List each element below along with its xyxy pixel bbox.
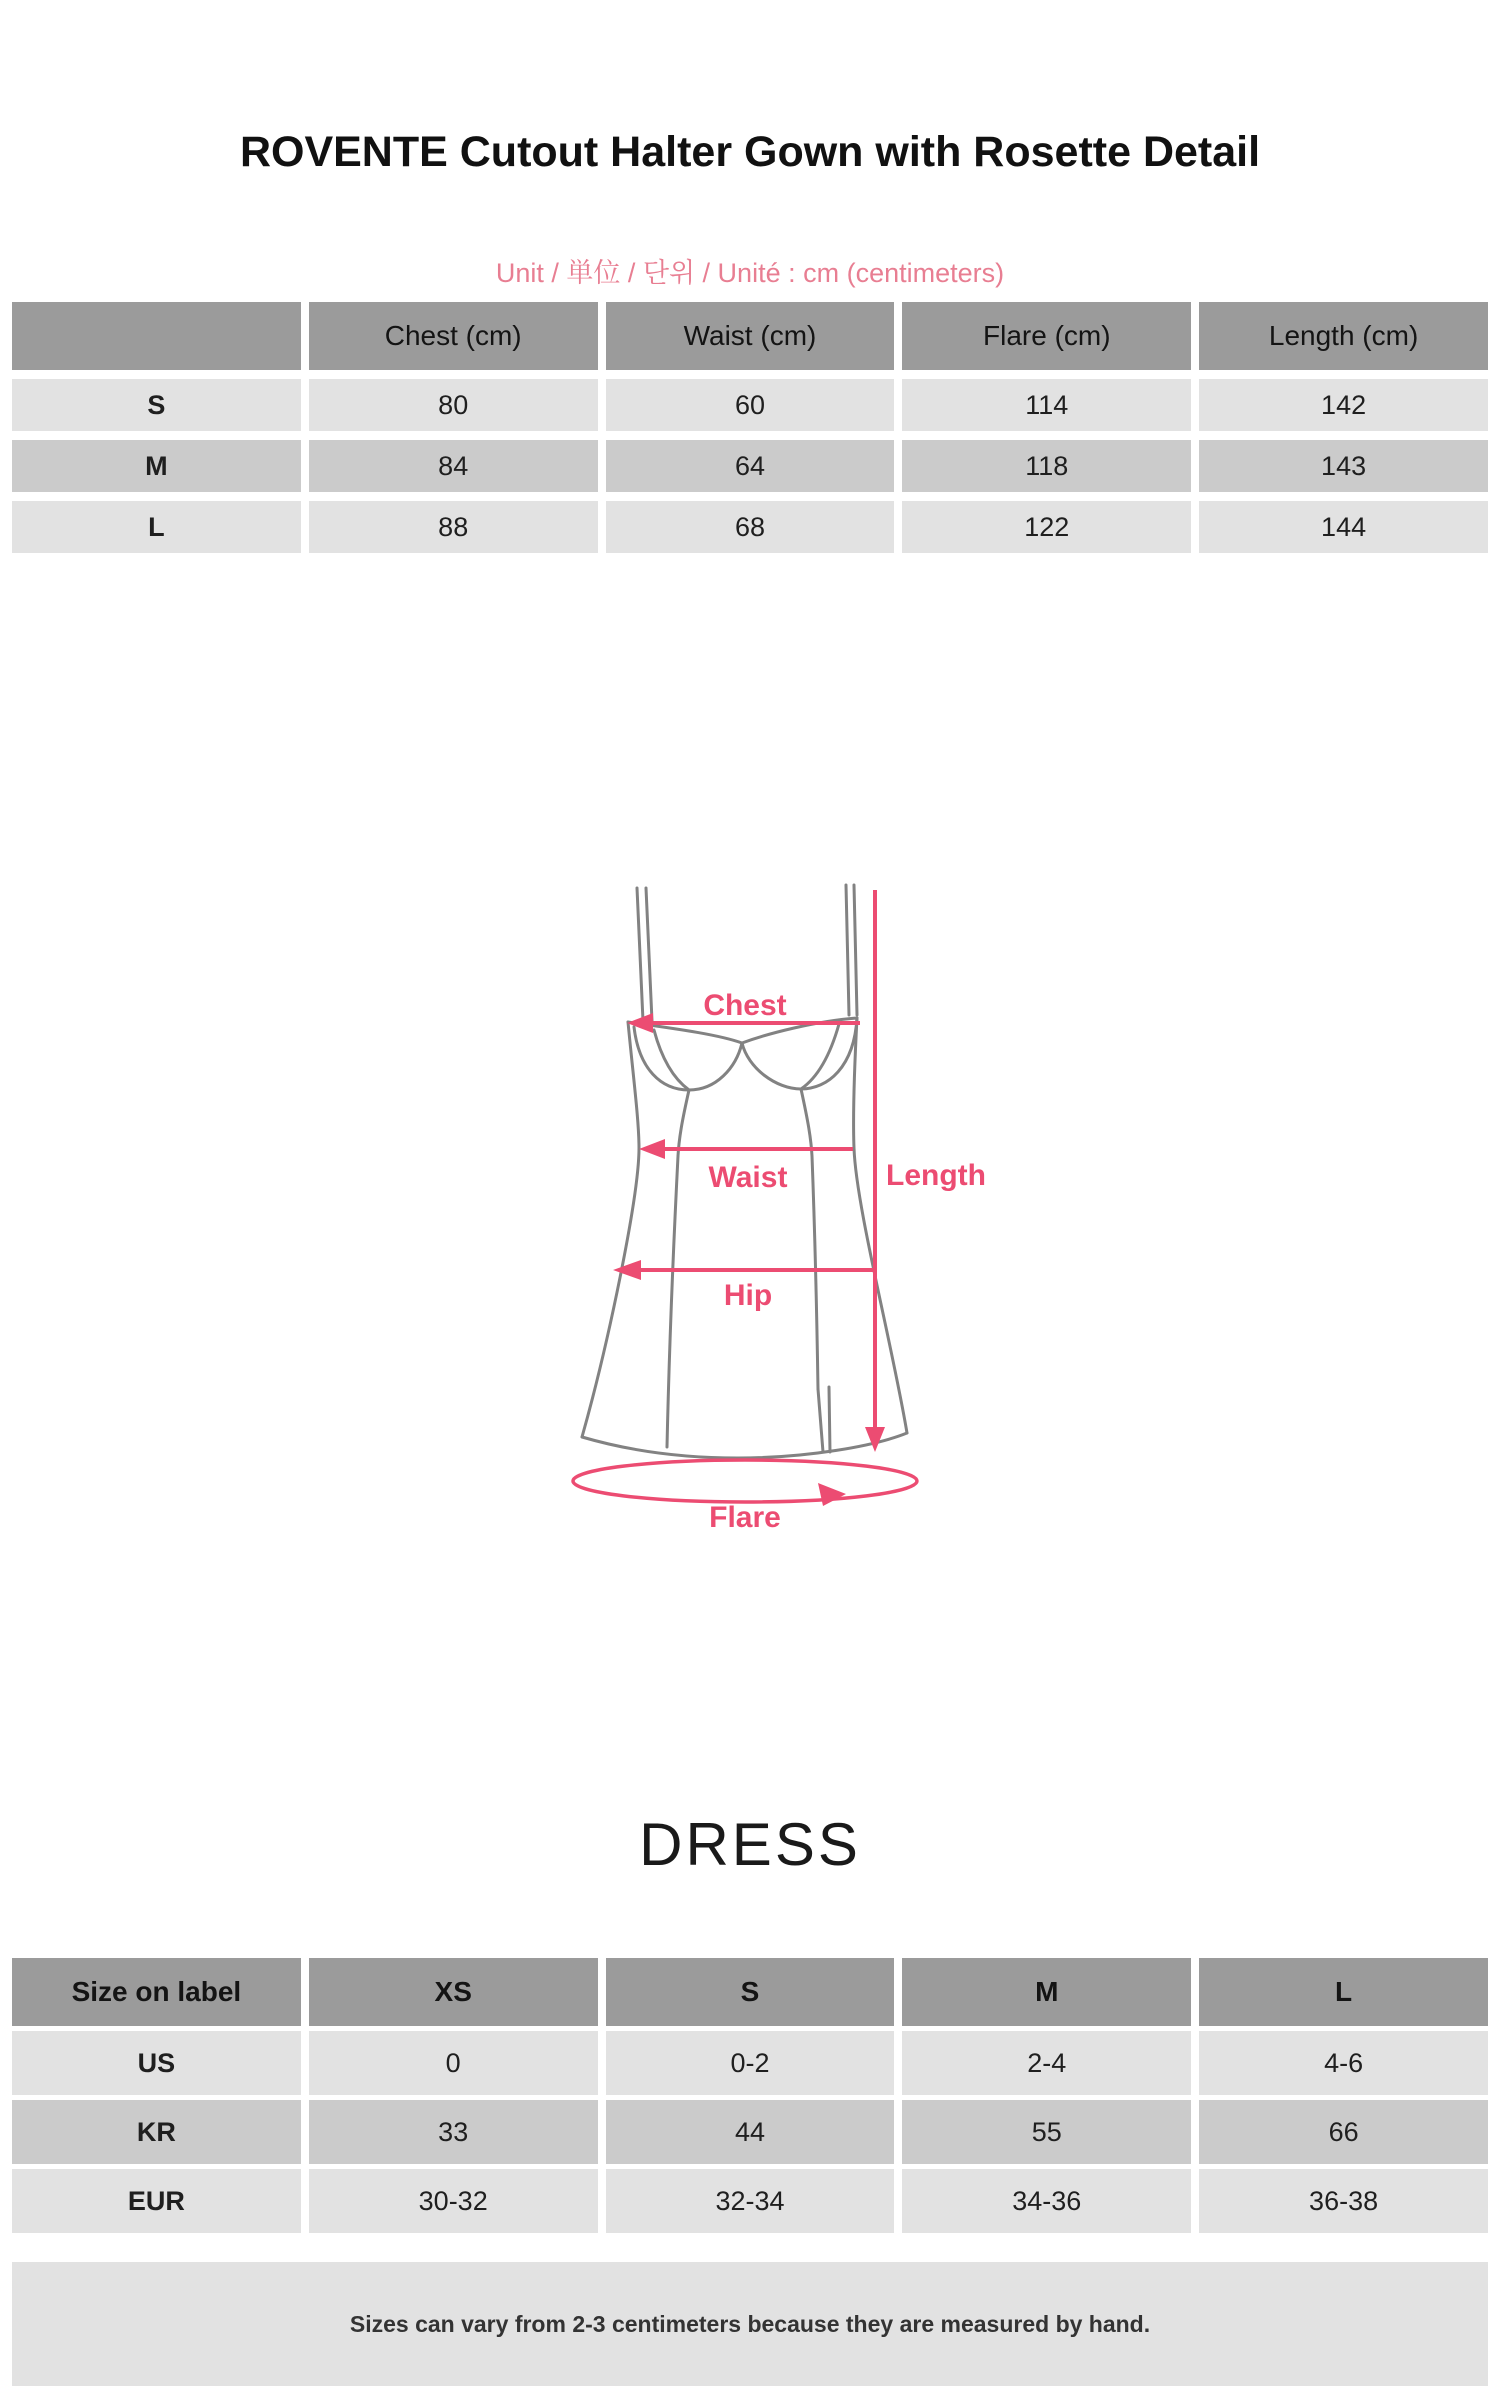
value-cell: 64 bbox=[606, 440, 895, 492]
header-cell: XS bbox=[309, 1958, 598, 2026]
header-cell: Waist (cm) bbox=[606, 302, 895, 370]
value-cell: 122 bbox=[902, 501, 1191, 553]
value-cell: 114 bbox=[902, 379, 1191, 431]
header-cell bbox=[12, 302, 301, 370]
value-cell: 33 bbox=[309, 2100, 598, 2164]
header-cell: Flare (cm) bbox=[902, 302, 1191, 370]
value-cell: 0 bbox=[309, 2031, 598, 2095]
measurement-table bbox=[12, 302, 1488, 553]
length-label: Length bbox=[886, 1159, 986, 1192]
length-measure-arrow bbox=[865, 890, 885, 1452]
value-cell: 0-2 bbox=[606, 2031, 895, 2095]
value-cell: 32-34 bbox=[606, 2169, 895, 2233]
value-cell: 144 bbox=[1199, 501, 1488, 553]
header-cell: L bbox=[1199, 1958, 1488, 2026]
value-cell: 60 bbox=[606, 379, 895, 431]
footer-note: Sizes can vary from 2-3 centimeters because they are measured by hand. bbox=[349, 2310, 1151, 2337]
value-cell: 142 bbox=[1199, 379, 1488, 431]
header-cell: Chest (cm) bbox=[309, 302, 598, 370]
value-cell: 84 bbox=[309, 440, 598, 492]
page-title: ROVENTE Cutout Halter Gown with Rosette Detail bbox=[239, 128, 1261, 176]
value-cell: 68 bbox=[606, 501, 895, 553]
value-cell: 80 bbox=[309, 379, 598, 431]
hip-label: Hip bbox=[723, 1279, 773, 1312]
value-cell: 30-32 bbox=[309, 2169, 598, 2233]
row-label-cell: L bbox=[12, 501, 301, 553]
row-label-cell: EUR bbox=[12, 2169, 301, 2233]
size-conversion-table bbox=[12, 1958, 1488, 2233]
value-cell: 34-36 bbox=[902, 2169, 1191, 2233]
row-label-cell: US bbox=[12, 2031, 301, 2095]
value-cell: 44 bbox=[606, 2100, 895, 2164]
flare-label: Flare bbox=[709, 1501, 781, 1534]
header-cell: M bbox=[902, 1958, 1191, 2026]
value-cell: 55 bbox=[902, 2100, 1191, 2164]
row-label-cell: M bbox=[12, 440, 301, 492]
value-cell: 4-6 bbox=[1199, 2031, 1488, 2095]
value-cell: 66 bbox=[1199, 2100, 1488, 2164]
value-cell: 143 bbox=[1199, 440, 1488, 492]
unit-note: Unit / 単位 / 단위 / Unité : cm (centimeters) bbox=[495, 258, 1005, 288]
row-label-cell: S bbox=[12, 379, 301, 431]
waist-measure-arrow bbox=[639, 1139, 853, 1159]
header-cell: Length (cm) bbox=[1199, 302, 1488, 370]
value-cell: 36-38 bbox=[1199, 2169, 1488, 2233]
waist-label: Waist bbox=[708, 1161, 788, 1194]
chest-label: Chest bbox=[703, 989, 787, 1022]
value-cell: 118 bbox=[902, 440, 1191, 492]
flare-measure-arrow bbox=[573, 1460, 917, 1506]
header-cell: S bbox=[606, 1958, 895, 2026]
dress-measurement-diagram bbox=[555, 875, 1005, 1535]
row-label-cell: KR bbox=[12, 2100, 301, 2164]
hip-measure-arrow bbox=[613, 1260, 875, 1280]
value-cell: 88 bbox=[309, 501, 598, 553]
header-cell: Size on label bbox=[12, 1958, 301, 2026]
value-cell: 2-4 bbox=[902, 2031, 1191, 2095]
section-heading-dress: DRESS bbox=[639, 1811, 861, 1878]
footer-band bbox=[12, 2262, 1488, 2386]
